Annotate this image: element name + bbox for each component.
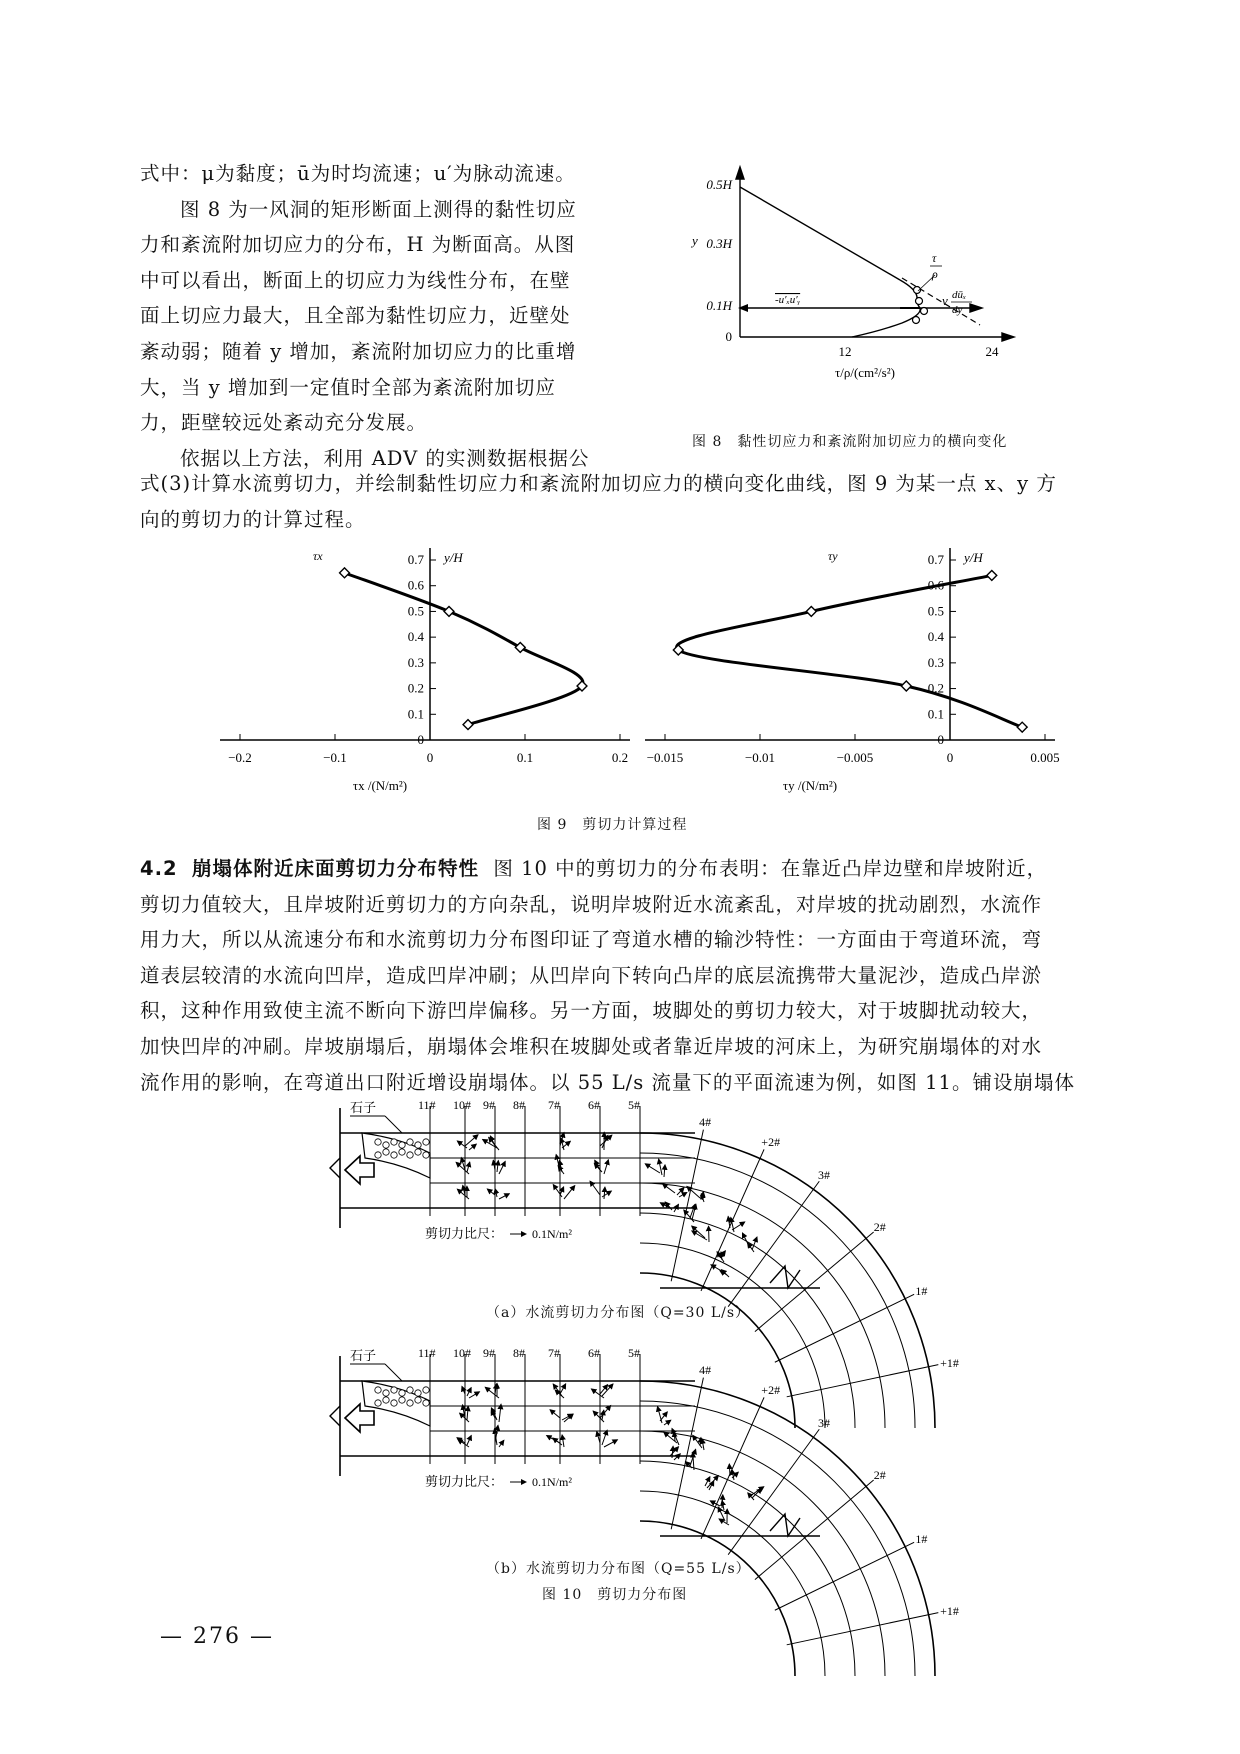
shear-arrow	[550, 1410, 560, 1418]
shear-arrow	[732, 1470, 734, 1480]
shear-arrow	[499, 1440, 504, 1447]
shear-arrow	[600, 1385, 608, 1394]
shear-arrow	[594, 1164, 602, 1172]
figure-10a-caption: （a）水流剪切力分布图（Q=30 L/s）	[486, 1305, 751, 1321]
x-tick-label: 0.1	[516, 750, 534, 765]
shear-arrow	[457, 1438, 465, 1443]
data-point	[340, 568, 350, 578]
section-number: 4.2	[140, 857, 178, 880]
shear-arrow	[560, 1187, 564, 1195]
shear-arrow	[670, 1447, 678, 1456]
station-label: 1#	[915, 1283, 928, 1298]
stone	[375, 1152, 381, 1158]
shear-arrow	[702, 1439, 704, 1450]
text-line: 紊动弱；随着 y 增加，紊流附加切应力的比重增	[140, 339, 577, 363]
figure-9-chart-tau-x	[215, 540, 635, 810]
shear-arrow	[469, 1392, 479, 1398]
y-tick: 0.3H	[706, 236, 732, 251]
break-mark	[770, 1266, 800, 1288]
shear-arrow	[752, 1237, 757, 1250]
y-tick-label: 0.2	[407, 680, 424, 696]
station-label: 10#	[453, 1346, 471, 1360]
text-line: 大，当 y 增加到一定值时全部为紊流附加切应	[140, 375, 556, 399]
y-tick-label: 0.2	[927, 680, 944, 696]
station-label: 6#	[588, 1098, 600, 1112]
station-label: +2#	[761, 1383, 781, 1398]
shear-arrow	[604, 1440, 617, 1447]
text-line: 剪切力值较大，且岸坡附近剪切力的方向杂乱，说明岸坡附近水流紊乱，对岸坡的扰动剧烈，水流作	[140, 892, 1043, 916]
y-tick-label: 0.6	[407, 577, 424, 593]
shear-arrow	[553, 1185, 562, 1197]
shear-arrow	[457, 1141, 467, 1148]
station-label: +2#	[761, 1135, 781, 1150]
stone	[399, 1149, 405, 1155]
station-line	[755, 1232, 874, 1332]
station-label: 6#	[588, 1346, 600, 1360]
station-label: 8#	[513, 1346, 525, 1360]
shear-arrow	[742, 1233, 750, 1248]
y-tick-label: 0.6	[927, 577, 944, 593]
figure-8-caption: 图 8 黏性切应力和紊流附加切应力的横向变化	[692, 434, 1008, 450]
shear-arrow	[499, 1161, 505, 1174]
text-line: 式(3)计算水流剪切力，并绘制黏性切应力和紊流附加切应力的横向变化曲线，图 9 为某一点 x、y 方	[140, 472, 1057, 495]
data-point	[806, 606, 816, 616]
x-axis-label: τ/ρ/(cm²/s²)	[835, 365, 895, 380]
x-tick-label: 0.2	[611, 750, 629, 765]
shear-arrow	[553, 1438, 562, 1445]
stone	[383, 1390, 389, 1396]
shear-arrow	[456, 1162, 469, 1174]
y-axis-label: y/H	[444, 550, 463, 565]
data-point	[673, 645, 683, 655]
stone	[399, 1142, 405, 1148]
station-label: +1#	[940, 1603, 959, 1618]
shear-arrow	[602, 1191, 611, 1197]
station-label: 11#	[418, 1098, 436, 1112]
stone	[383, 1149, 389, 1155]
scale-value: 0.1N/m²	[532, 1475, 572, 1489]
x-axis-label: τx /(N/m²)	[352, 778, 408, 793]
station-label: 5#	[628, 1346, 640, 1360]
stone	[415, 1390, 421, 1396]
bend-arc	[640, 1401, 915, 1676]
station-label: 3#	[817, 1167, 830, 1182]
x-tick-label: −0.2	[228, 750, 252, 765]
y-tick-label: 0.5	[407, 603, 424, 619]
break-mark	[330, 1406, 340, 1426]
shear-arrow	[487, 1189, 495, 1195]
station-label: 9#	[483, 1346, 495, 1360]
stone	[391, 1152, 397, 1158]
station-label: 2#	[873, 1219, 886, 1234]
y-tick-label: 0	[417, 732, 424, 747]
y-tick-label: 0.4	[927, 629, 944, 645]
nu-label: ν	[942, 293, 948, 308]
text-line: 面上切应力最大，且全部为黏性切应力，近壁处	[140, 304, 571, 328]
y-axis-label: y/H	[964, 550, 983, 565]
figure-10-caption: 图 10 剪切力分布图	[542, 1587, 688, 1603]
shear-arrow	[467, 1162, 470, 1172]
station-line	[755, 1480, 874, 1580]
y-tick: 0.5H	[706, 177, 732, 192]
visc-num-label: dūₓ	[952, 289, 967, 301]
chart-title: τy	[828, 549, 838, 563]
text-line: 道表层较清的水流向凹岸，造成凹岸冲刷；从凹岸向下转向凸岸的底层流携带大量泥沙，造成凸岸淤	[140, 963, 1043, 987]
shear-arrow	[604, 1187, 605, 1199]
scale-label: 剪切力比尺：	[425, 1474, 504, 1489]
series-line	[677, 575, 1023, 727]
shear-arrow	[469, 1144, 476, 1150]
y-tick-label: 0.5	[927, 603, 944, 619]
y-tick-label: 0.3	[407, 654, 424, 670]
stone	[391, 1387, 397, 1393]
text-line: 力，距壁较远处紊动充分发展。	[140, 411, 428, 435]
shear-arrow	[729, 1464, 730, 1476]
stone	[415, 1397, 421, 1403]
rho-label: ρ	[932, 267, 938, 281]
station-line	[787, 1613, 939, 1645]
shear-arrow	[499, 1404, 501, 1422]
chart-title: τx	[313, 549, 323, 563]
data-point	[463, 720, 473, 730]
station-label: 7#	[548, 1346, 560, 1360]
shear-arrow	[664, 1165, 665, 1177]
intro-paragraph	[140, 156, 620, 476]
y-tick: 0.1H	[706, 298, 732, 313]
y-tick-label: 0.4	[407, 629, 424, 645]
text-line: 式中：μ为黏度；ū为时均流速；u′为脉动流速。	[140, 162, 576, 185]
x-tick-label: −0.005	[836, 750, 874, 765]
section-title: 崩塌体附近床面剪切力分布特性	[191, 857, 479, 880]
shear-arrow	[664, 1420, 671, 1425]
y-tick-label: 0.7	[927, 552, 944, 567]
stone	[423, 1387, 429, 1393]
tau-label: τ	[932, 251, 937, 265]
stone	[399, 1390, 405, 1396]
shear-arrow	[750, 1487, 764, 1496]
text-line: 加快凹岸的冲刷。岸坡崩塌后，崩塌体会堆积在坡脚处或者靠近岸坡的河床上，为研究崩塌体的对水	[140, 1034, 1043, 1058]
stone	[399, 1397, 405, 1403]
data-point	[444, 606, 454, 616]
station-label: 2#	[873, 1467, 886, 1482]
data-point	[1017, 722, 1027, 732]
station-line	[671, 1378, 703, 1530]
shear-arrow	[692, 1231, 707, 1240]
x-axis-label: τy /(N/m²)	[782, 778, 838, 793]
stone	[423, 1152, 429, 1158]
turbulent-label: -u′ₓu′ᵧ	[775, 294, 801, 306]
y-axis-label: y	[692, 233, 698, 248]
shear-arrow	[677, 1188, 684, 1195]
x-tick: 24	[985, 344, 999, 359]
station-label: 5#	[628, 1098, 640, 1112]
stone	[391, 1139, 397, 1145]
stone	[423, 1139, 429, 1145]
y-tick-label: 0	[937, 732, 944, 747]
station-label: 7#	[548, 1098, 560, 1112]
station-label: 4#	[699, 1362, 712, 1377]
section-first-line	[140, 851, 1075, 887]
x-tick-label: 0.005	[1030, 750, 1060, 765]
shear-arrow	[705, 1477, 710, 1486]
page-number: — 276 —	[160, 1624, 274, 1649]
figure-10b-caption: （b）水流剪切力分布图（Q=55 L/s）	[486, 1561, 751, 1577]
stone	[391, 1400, 397, 1406]
shear-arrow	[591, 1389, 604, 1398]
shear-arrow	[553, 1384, 562, 1396]
break-mark	[770, 1514, 800, 1536]
stone	[407, 1387, 413, 1393]
x-tick-label: 0	[946, 750, 954, 765]
shear-arrow	[602, 1430, 607, 1445]
stone	[383, 1397, 389, 1403]
text-line: 向的剪切力的计算过程。	[140, 507, 366, 531]
y-tick-label: 0.1	[927, 706, 944, 722]
stone	[415, 1149, 421, 1155]
shear-arrow	[560, 1384, 566, 1394]
shear-arrow	[564, 1186, 575, 1199]
x-tick-label: 0	[426, 750, 434, 765]
inflow-arrow-icon	[345, 1156, 374, 1184]
shear-arrow	[721, 1270, 729, 1277]
shear-arrow	[491, 1408, 497, 1420]
y-tick-label: 0.3	[927, 654, 944, 670]
y-tick-label: 0.7	[407, 552, 424, 567]
shear-arrow	[600, 1405, 611, 1418]
stones-label: 石子	[350, 1348, 377, 1363]
stone	[383, 1142, 389, 1148]
x-tick-label: −0.015	[646, 750, 684, 765]
y-tick-label: 0.1	[407, 706, 424, 722]
station-label: 8#	[513, 1098, 525, 1112]
series-line	[345, 573, 584, 725]
stone	[375, 1387, 381, 1393]
shear-arrow	[679, 1192, 687, 1197]
text-line: 流作用的影响，在弯道出口附近增设崩塌体。以 55 L/s 流量下的平面流速为例，如图 11。铺设崩塌体	[140, 1070, 1075, 1094]
stone	[407, 1139, 413, 1145]
station-label: 9#	[483, 1098, 495, 1112]
text-line: 依据以上方法，利用 ADV 的实测数据根据公	[180, 446, 590, 470]
shear-arrow	[467, 1388, 471, 1396]
shear-arrow	[604, 1160, 608, 1174]
shear-arrow	[728, 1216, 730, 1228]
x-tick-label: −0.1	[323, 750, 347, 765]
station-label: 3#	[817, 1415, 830, 1430]
stone	[407, 1152, 413, 1158]
x-tick-label: −0.01	[744, 750, 776, 765]
text-line: 用力大，所以从流速分布和水流剪切力分布图印证了弯道水槽的输沙特性：一方面由于弯道环流，弯	[140, 928, 1043, 952]
shear-arrow	[707, 1476, 718, 1488]
station-label: +1#	[940, 1355, 959, 1370]
stone	[375, 1139, 381, 1145]
inflow-arrow-icon	[345, 1404, 374, 1432]
station-label: 10#	[453, 1098, 471, 1112]
shear-arrow	[645, 1164, 660, 1173]
section-4-2	[140, 851, 1075, 1100]
x-tick: 12	[838, 344, 852, 359]
y-tick: 0	[725, 329, 732, 344]
shear-arrow	[602, 1135, 608, 1148]
text-line: 力和紊流附加切应力的分布，H 为断面高。从图	[140, 233, 576, 257]
stone	[415, 1142, 421, 1148]
shear-arrow	[467, 1435, 471, 1445]
text-line: 图 10 中的剪切力的分布表明：在靠近凸岸边壁和岸坡附近，	[493, 857, 1048, 880]
data-point	[901, 681, 911, 691]
shear-arrow	[674, 1454, 680, 1460]
figure-9-caption: 图 9 剪切力计算过程	[537, 817, 688, 833]
shear-arrow	[732, 1222, 745, 1230]
stone	[375, 1400, 381, 1406]
text-line: 图 8 为一风洞的矩形断面上测得的黏性切应	[180, 197, 577, 221]
shear-arrow	[562, 1435, 564, 1447]
leader-line	[385, 1116, 402, 1133]
data-point	[987, 570, 997, 580]
station-label: 11#	[418, 1346, 436, 1360]
text-line: 积，这种作用致使主流不断向下游凹岸偏移。另一方面，坡脚处的剪切力较大，对于坡脚扰动较大，	[140, 999, 1043, 1023]
visc-den-label: dy	[952, 304, 963, 316]
shear-arrow	[499, 1194, 509, 1199]
figure-8	[680, 165, 1040, 400]
station-label: 1#	[915, 1531, 928, 1546]
stone	[407, 1400, 413, 1406]
leader-line	[385, 1364, 402, 1381]
figure-9-chart-tau-y	[640, 540, 1060, 810]
station-line	[671, 1130, 703, 1282]
body-paragraph	[140, 466, 1057, 537]
shear-arrow	[497, 1161, 498, 1172]
scale-value: 0.1N/m²	[532, 1227, 572, 1241]
scale-label: 剪切力比尺：	[425, 1226, 504, 1241]
stone	[423, 1400, 429, 1406]
shear-arrow	[467, 1406, 468, 1420]
station-label: 4#	[699, 1114, 712, 1129]
text-line: 中可以看出，断面上的切应力为线性分布，在壁	[140, 268, 571, 292]
break-mark	[330, 1158, 340, 1178]
stones-label: 石子	[350, 1100, 377, 1115]
